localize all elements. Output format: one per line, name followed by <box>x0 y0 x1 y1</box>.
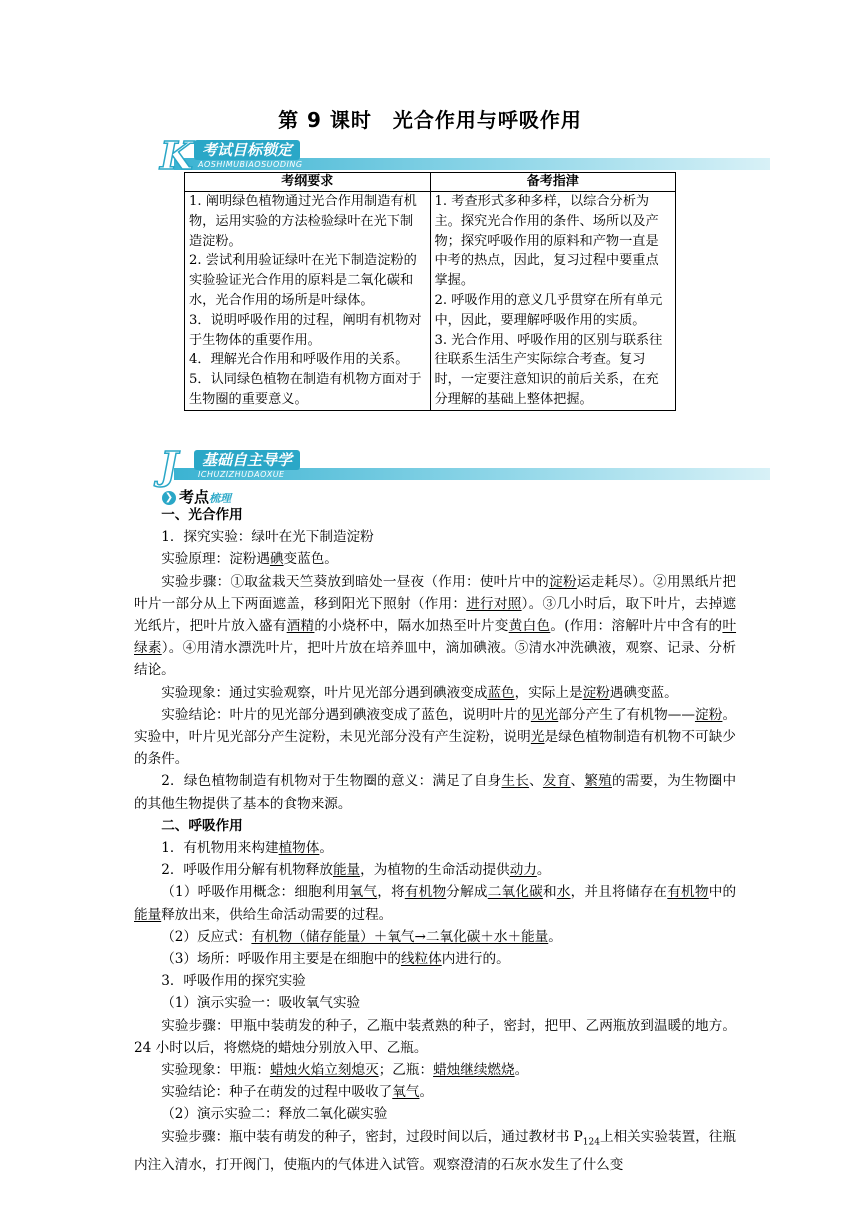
chevron-right-icon: ❯ <box>162 491 176 505</box>
paragraph: 实验现象：通过实验观察，叶片见光部分遇到碘液变成蓝色，实际上是淀粉遇碘变蓝。 <box>161 684 678 701</box>
paragraph: 2．呼吸作用分解有机物释放能量，为植物的生命活动提供动力。 <box>161 862 551 879</box>
paragraph: 2．绿色植物制造有机物对于生物圈的意义：满足了自身生长、发育、繁殖的需要，为生物圈中的其他生物提供了基本的食物来源。 <box>134 773 737 812</box>
section-heading: 一、光合作用 <box>161 507 243 523</box>
table-header-right: 备考指津 <box>430 173 676 192</box>
paragraph: 实验步骤：甲瓶中装萌发的种子，乙瓶中装煮熟的种子，密封，把甲、乙两瓶放到温暖的地方。24 小时以后，将燃烧的蜡烛分别放入甲、乙瓶。 <box>134 1017 736 1056</box>
banner-letter: J <box>160 443 178 488</box>
requirement-item: 3．说明呼吸作用的过程，阐明有机物对于生物体的重要作用。 <box>189 312 422 348</box>
paragraph: （1）呼吸作用概念：细胞利用氧气，将有机物分解成二氧化碳和水，并且将储存在有机物中的能量释放出来，供给生命活动需要的过程。 <box>134 884 737 923</box>
requirement-item: 2. 尝试利用验证绿叶在光下制造淀粉的实验验证光合作用的原料是二氧化碳和水，光合作用的场所是叶绿体。 <box>189 253 417 308</box>
requirements-table <box>184 172 676 411</box>
paragraph: 实验步骤：瓶中装有萌发的种子，密封，过段时间以后，通过教材书 $P_{124}$上相关实验装置，往瓶内注入清水，打开阀门，使瓶内的气体进入试管。观察澄清的石灰水发生了什么变 <box>134 1128 737 1173</box>
requirement-item: 5．认同绿色植物在制造有机物方面对于生物圈的重要意义。 <box>189 372 422 407</box>
paragraph: （1）演示实验一：吸收氧气实验 <box>161 995 361 1012</box>
paragraph: 实验原理：淀粉遇碘变蓝色。 <box>161 551 338 568</box>
paragraph: 1．有机物用来构建植物体。 <box>161 840 333 857</box>
paragraph: 1．探究实验：绿叶在光下制造淀粉 <box>161 529 374 546</box>
paragraph: （2）反应式：有机物（储存能量）＋氧气→二氧化碳＋水＋能量。 <box>161 928 562 945</box>
table-header-left: 考纲要求 <box>185 173 431 192</box>
page-title: 第 9 课时 光合作用与呼吸作用 <box>278 108 582 132</box>
paragraph: 3．呼吸作用的探究实验 <box>161 973 306 990</box>
paragraph: 实验结论：种子在萌发的过程中吸收了氧气。 <box>161 1084 434 1101</box>
requirement-item: 4．理解光合作用和呼吸作用的关系。 <box>189 352 409 368</box>
guide-item: 2. 呼吸作用的意义几乎贯穿在所有单元中，因此，要理解呼吸作用的实质。 <box>434 292 663 328</box>
banner-label: 基础自主导学 <box>194 450 300 470</box>
requirement-item: 1. 阐明绿色植物通过光合作用制造有机物，运用实验的方法检验绿叶在光下制造淀粉。 <box>189 194 417 249</box>
banner-label: 考试目标锁定 <box>194 140 300 160</box>
paragraph: 实验现象：甲瓶：蜡烛火焰立刻熄灭；乙瓶：蜡烛继续燃烧。 <box>161 1062 529 1079</box>
paragraph: （3）场所：呼吸作用主要是在细胞中的线粒体内进行的。 <box>161 951 510 968</box>
table-cell-left <box>185 192 431 411</box>
paragraph: 实验步骤：①取盆栽天竺葵放到暗处一昼夜（作用：使叶片中的淀粉运走耗尽）。②用黑纸片把叶片一部分从上下两面遮盖，移到阳光下照射（作用：进行对照）。③几小时后，取下叶片，去掉遮光纸片，把叶片放入盛有酒精的小烧杯中，隔水加热至叶片变黄白色。(作用：溶解叶片中含有的叶绿素）。④用清水漂洗叶片，把叶片放在培养皿中，滴加碘液。⑤清水冲洗碘液，观察、记录、分析结论。 <box>134 573 737 679</box>
banner-letter: K <box>160 133 194 178</box>
guide-item: 3. 光合作用、呼吸作用的区别与联系往往联系生活生产实际综合考查。复习时，一定要注意知识的前后关系，在充分理解的基础上整体把握。 <box>434 332 663 407</box>
content-body <box>134 504 736 1176</box>
table-cell-right <box>430 192 676 411</box>
kaodian-label: ❯ 考点梳理 <box>162 486 231 507</box>
banner-pinyin: AOSHIMUBIAOSUODING <box>198 160 303 169</box>
guide-item: 1. 考查形式多种多样，以综合分析为主。探究光合作用的条件、场所以及产物；探究呼吸作用的原料和产物一直是中考的热点，因此，复习过程中要重点掌握。 <box>434 194 659 289</box>
section-heading: 二、呼吸作用 <box>161 817 243 834</box>
paragraph: （2）演示实验二：释放二氧化碳实验 <box>161 1106 388 1123</box>
banner-pinyin: ICHUZIZHUDAOXUE <box>198 470 285 479</box>
paragraph: 实验结论：叶片的见光部分遇到碘液变成了蓝色，说明叶片的见光部分产生了有机物——淀粉。实验中，叶片见光部分产生淀粉，未见光部分没有产生淀粉，说明光是绿色植物制造有机物不可缺少的条件。 <box>134 706 737 768</box>
section-banner-basic-study <box>160 443 770 488</box>
